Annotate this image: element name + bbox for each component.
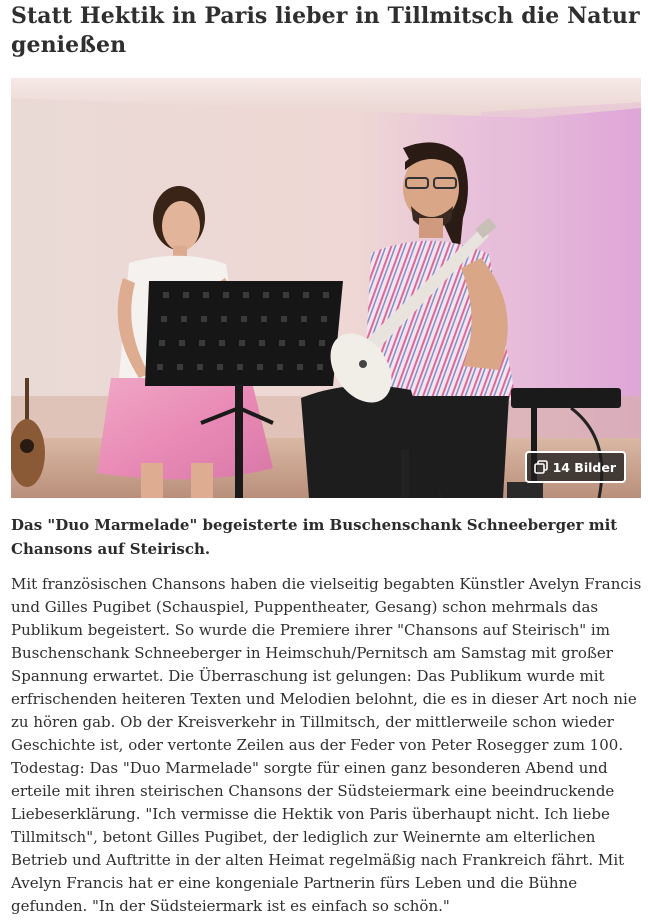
- body-line: und Gilles Pugibet (Schauspiel, Puppentheater, Gesang) schon mehrmals das: [11, 598, 599, 616]
- body-line: Liebeserklärung. "Ich vermisse die Hektik von Paris überhaupt nicht. Ich liebe: [11, 805, 610, 823]
- photo-illustration: [11, 78, 641, 498]
- body-line: erteile mit ihren steirischen Chansons der Südsteiermark eine beeindruckende: [11, 782, 615, 800]
- article-photo[interactable]: [11, 78, 641, 498]
- article-title: [11, 2, 641, 60]
- body-line: Betrieb und Auftritte in der alten Heimat regelmäßig nach Frankreich fährt. Mit: [11, 851, 625, 869]
- body-line: Geschichte ist, oder vertonte Zeilen aus der Feder von Peter Rosegger zum 100.: [11, 736, 624, 754]
- body-line: gefunden. "In der Südsteiermark ist es einfach so schön.": [11, 897, 450, 915]
- body-line: Tillmitsch", betont Gilles Pugibet, der lediglich zur Weinernte am elterlichen: [11, 828, 596, 846]
- gallery-count-label: 14 Bilder: [552, 459, 616, 475]
- body-line: Spannung erwartet. Die Überraschung ist gelungen: Das Publikum wurde mit: [11, 667, 605, 685]
- body-line: Mit französischen Chansons haben die vielseitig begabten Künstler Avelyn Francis: [11, 575, 642, 593]
- lead-line-1: Das "Duo Marmelade" begeisterte im Buschenschank Schneeberger mit: [11, 516, 618, 534]
- article-body: [11, 573, 642, 918]
- body-line: erfrischenden heiteren Texten und Melodien belohnt, die es in dieser Art noch nie: [11, 690, 637, 708]
- article-lead: [11, 513, 636, 561]
- lead-line-2: Chansons auf Steirisch.: [11, 540, 211, 558]
- body-line: zu hören gab. Ob der Kreisverkehr in Tillmitsch, der mittlerweile schon wieder: [11, 713, 614, 731]
- gallery-button[interactable]: [525, 451, 626, 483]
- body-line: Buschenschank Schneeberger in Heimschuh/Pernitsch am Samstag mit großer: [11, 644, 613, 662]
- title-line-1: Statt Hektik in Paris lieber in Tillmitsch die Natur: [11, 3, 640, 29]
- body-line: Publikum begeistert. So wurde die Premiere ihrer "Chansons auf Steirisch" im: [11, 621, 610, 639]
- gallery-icon: [534, 460, 548, 474]
- title-line-2: genießen: [11, 32, 127, 58]
- body-line: Avelyn Francis hat er eine kongeniale Partnerin fürs Leben und die Bühne: [11, 874, 578, 892]
- body-line: Todestag: Das "Duo Marmelade" sorgte für einen ganz besonderen Abend und: [11, 759, 608, 777]
